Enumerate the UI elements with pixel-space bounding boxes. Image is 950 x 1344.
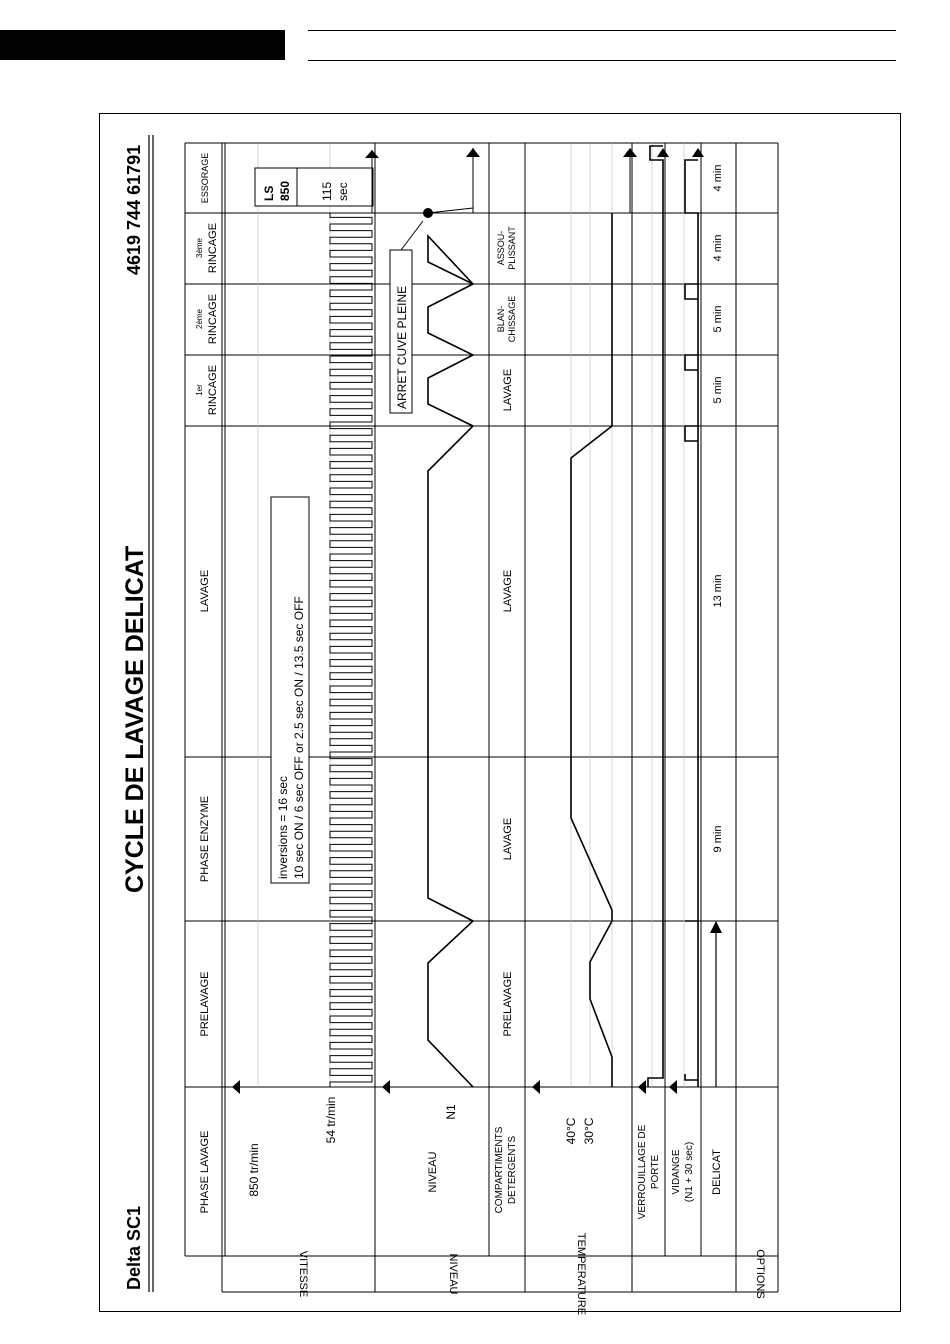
phase-rinse1: RINCAGE (207, 364, 219, 416)
phase-rinse2-top: 2ème (195, 308, 204, 330)
svg-text:115: 115 (320, 181, 334, 201)
phase-essorage: ESSORAGE (200, 152, 210, 204)
compartment-rinse3-2: PLISSANT (507, 226, 517, 270)
phase-prelavage: PRELAVAGE (199, 971, 211, 1037)
compartment-rinse2-2: CHISSAGE (507, 295, 517, 343)
speed-low-label: 54 tr/min (324, 1096, 338, 1144)
temp-axis-arrow (532, 1080, 540, 1094)
duration-essorage: 4 min (712, 164, 724, 192)
level-label: NIVEAU (427, 1151, 439, 1193)
section-options: OPTIONS (754, 1249, 766, 1299)
delicat-arrow (710, 921, 722, 933)
compartment-enzyme: LAVAGE (502, 817, 514, 861)
lock-label-2: PORTE (650, 1154, 661, 1190)
full-tub-stop-dot (423, 208, 433, 218)
drain-signal (685, 160, 698, 1087)
full-tub-stop-callout (390, 221, 423, 413)
doc-code: 4619 744 61791 (124, 144, 144, 275)
cycle-title: CYCLE DE LAVAGE DELICAT (121, 545, 149, 893)
duration-rinse3: 4 min (712, 234, 724, 262)
compartment-rinse1: LAVAGE (502, 368, 514, 412)
compartment-prelavage: PRELAVAGE (502, 971, 514, 1037)
delicat-label: DELICAT (711, 1149, 723, 1195)
speed-inversion-wave (330, 213, 372, 1087)
phase-rinse1-top: 1er (195, 384, 204, 396)
lock-end-arrow (657, 148, 669, 157)
phase-header-label: PHASE LAVAGE (199, 1130, 211, 1214)
section-vitesse: VITESSE (297, 1250, 309, 1298)
compartment-lavage: LAVAGE (502, 569, 514, 613)
compartments-label-1: COMPARTIMENTS (494, 1126, 505, 1214)
drain-label-1: VIDANGE (671, 1149, 682, 1195)
duration-lavage: 13 min (712, 574, 724, 608)
phase-enzyme: PHASE ENZYME (199, 795, 211, 883)
svg-text:ARRET CUVE PLEINE: ARRET CUVE PLEINE (395, 285, 409, 409)
svg-text:LS: LS (262, 185, 276, 201)
lock-axis-arrow (638, 1080, 646, 1094)
section-niveau: NIVEAU (447, 1253, 459, 1295)
phase-rinse3: RINCAGE (207, 222, 219, 274)
temp-low-label: 30°C (582, 1117, 596, 1145)
compartment-rinse2-1: BLAN- (496, 305, 506, 333)
section-temperature: TEMPERATURE (575, 1232, 587, 1316)
lock-signal (648, 146, 663, 1087)
level-curve (428, 236, 473, 1087)
temperature-curve (571, 213, 612, 1087)
compartments-label-2: DETERGENTS (507, 1135, 518, 1205)
lock-label-1: VERROUILLAGE DE (637, 1124, 648, 1220)
duration-rinse1: 5 min (712, 376, 724, 404)
drain-axis-arrow (669, 1080, 677, 1094)
compartment-rinse3-1: ASSOU- (496, 230, 506, 266)
temp-high-label: 40°C (564, 1117, 578, 1145)
level-drain-line (428, 208, 473, 213)
spin-box (255, 168, 373, 206)
phase-rinse3-top: 3ème (195, 237, 204, 259)
svg-text:10 sec ON / 6 sec OFF or: 10 sec ON / 6 sec OFF or 2.5 sec ON / 13.5 sec OFF (292, 596, 306, 879)
speed-axis-arrow (232, 1080, 240, 1094)
duration-enzyme: 9 min (712, 825, 724, 853)
duration-rinse2: 5 min (712, 305, 724, 333)
level-mark-n1: N1 (444, 1104, 458, 1120)
svg-text:850: 850 (278, 180, 292, 201)
inversion-note (271, 497, 309, 883)
speed-high-label: 850 tr/min (247, 1143, 261, 1197)
phase-rinse2: RINCAGE (207, 293, 219, 345)
svg-text:sec: sec (336, 182, 350, 201)
level-axis-arrow (382, 1080, 390, 1094)
doc-title: Delta SC1 (124, 1205, 144, 1290)
phase-lavage: LAVAGE (199, 569, 211, 613)
drain-end-arrow (692, 148, 704, 157)
drain-label-2: (N1 + 30 sec) (684, 1141, 695, 1203)
svg-text:inversions = 16 sec: inversions = 16 sec (276, 775, 290, 879)
